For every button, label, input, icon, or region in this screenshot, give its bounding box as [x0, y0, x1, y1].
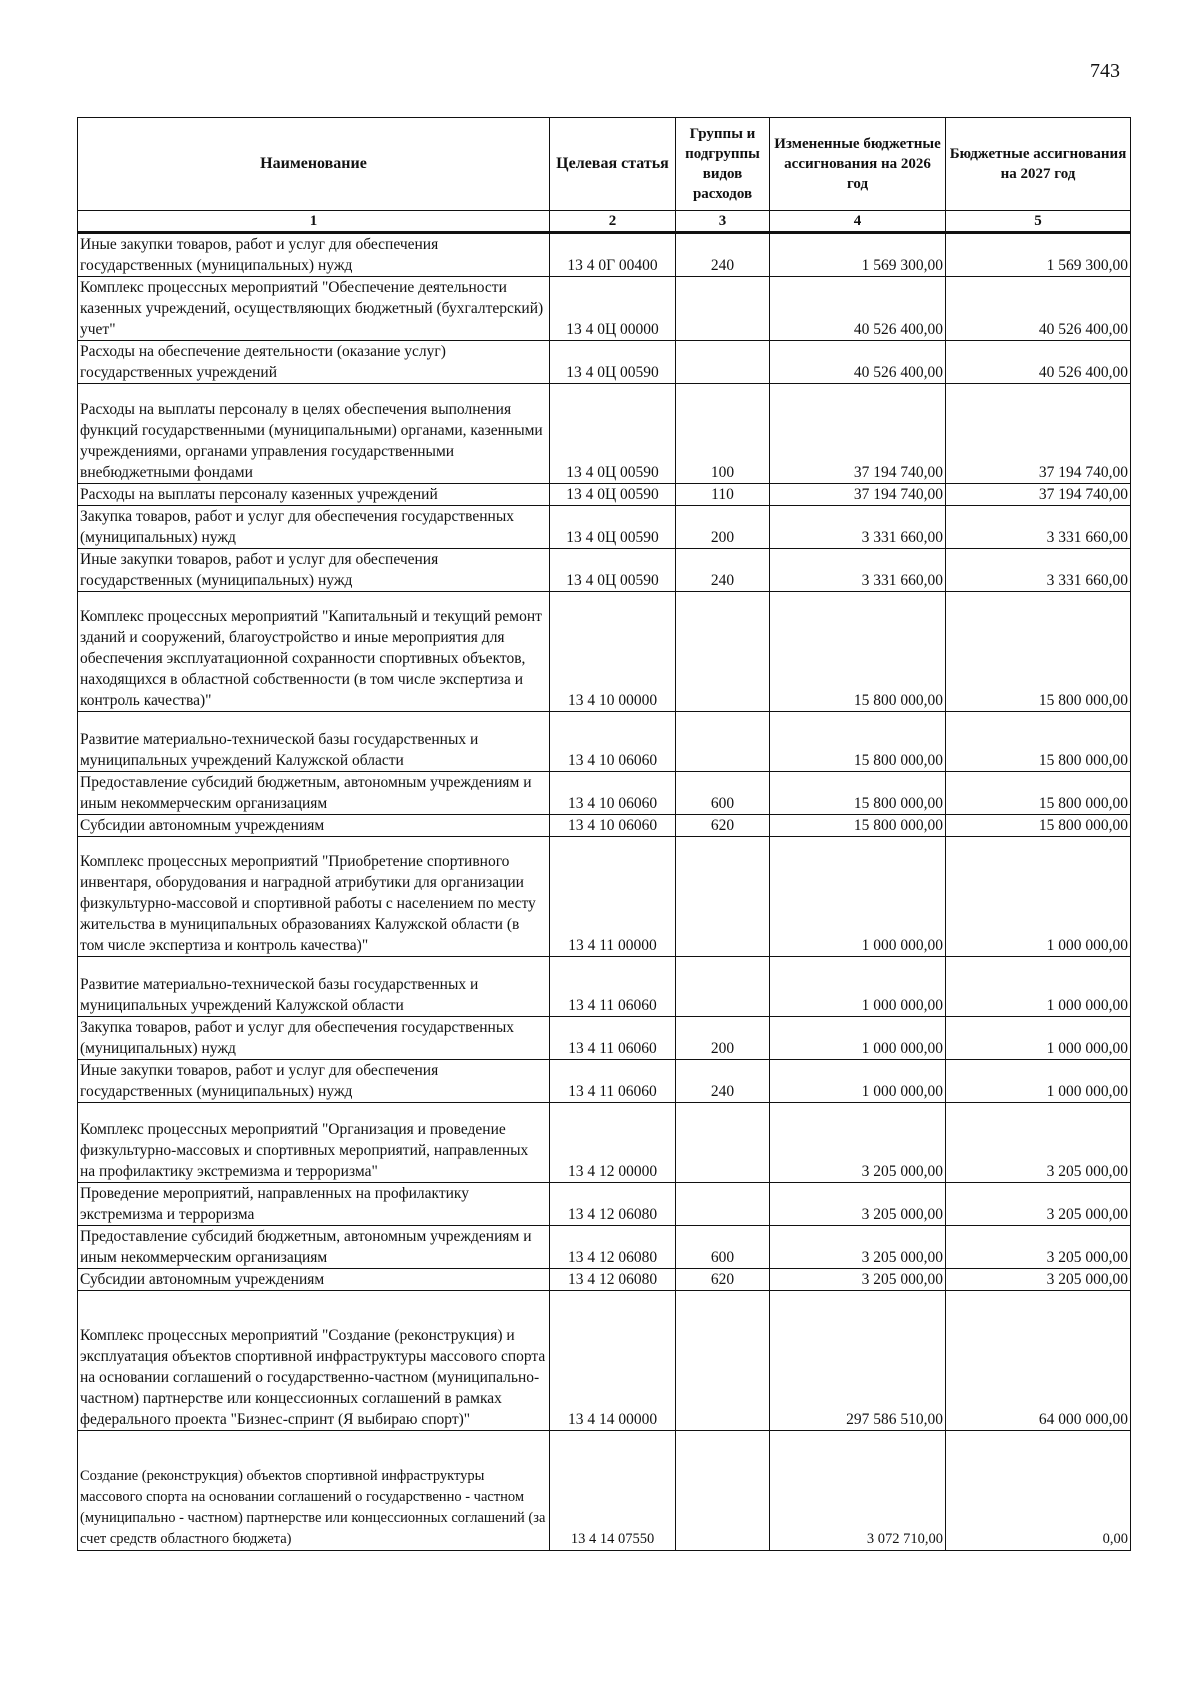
row-amount-2027 — [946, 484, 1131, 506]
row-expense-group — [676, 957, 770, 1017]
row-amount-2027-text: 37 194 740,00 — [1038, 486, 1128, 503]
row-amount-2026 — [770, 1431, 946, 1551]
row-target-article-text: 13 4 0Ц 00590 — [566, 464, 659, 481]
row-name — [78, 1291, 550, 1431]
header-target-article: Целевая статья — [550, 118, 676, 211]
row-amount-2027 — [946, 1431, 1131, 1551]
row-target-article-text: 13 4 0Ц 00590 — [566, 486, 659, 503]
table-header — [78, 118, 1131, 233]
row-expense-group — [676, 341, 770, 384]
row-amount-2027 — [946, 506, 1131, 549]
row-expense-group-text: 620 — [710, 1271, 735, 1288]
row-target-article-text: 13 4 14 07550 — [570, 1531, 655, 1547]
row-target-article — [550, 506, 676, 549]
table-row — [78, 484, 1131, 506]
row-target-article-text: 13 4 0Ц 00590 — [566, 529, 659, 546]
row-expense-group — [676, 1226, 770, 1269]
row-amount-2026 — [770, 772, 946, 815]
row-amount-2026-text: 3 331 660,00 — [861, 529, 943, 546]
row-name-text: Расходы на обеспечение деятельности (оказание услуг) государственных учреждений — [80, 343, 446, 381]
row-name — [78, 592, 550, 712]
row-target-article-text: 13 4 10 06060 — [567, 817, 658, 834]
row-name — [78, 484, 550, 506]
row-amount-2027 — [946, 957, 1131, 1017]
row-name-text: Расходы на выплаты персоналу в целях обеспечения выполнения функций государственными (муниципальными) органами, казенными учреждениями, органами управления государственными внебюджетными фондами — [80, 401, 543, 481]
row-amount-2026-text: 3 205 000,00 — [861, 1249, 943, 1266]
row-expense-group-text: 600 — [710, 1249, 735, 1266]
row-expense-group — [676, 1269, 770, 1291]
table-row — [78, 1060, 1131, 1103]
row-expense-group-text: 200 — [710, 1040, 735, 1057]
row-amount-2027 — [946, 1017, 1131, 1060]
row-expense-group — [676, 1431, 770, 1551]
row-target-article-text: 13 4 12 00000 — [567, 1163, 658, 1180]
row-name-text: Комплекс процессных мероприятий "Создание (реконструкция) и эксплуатация объектов спортивной инфраструктуры массового спорта на основании соглашений о государственно-частном (муниципально-частном) партнерстве или концессионных соглашений в рамках федерального проекта "Бизнес-спринт (Я выбираю спорт)" — [80, 1327, 546, 1428]
row-amount-2026 — [770, 1103, 946, 1183]
row-amount-2027-text: 3 331 660,00 — [1046, 572, 1128, 589]
row-name — [78, 341, 550, 384]
row-expense-group — [676, 233, 770, 277]
row-target-article — [550, 1291, 676, 1431]
row-target-article-text: 13 4 11 06060 — [568, 1040, 657, 1057]
row-name-text: Иные закупки товаров, работ и услуг для обеспечения государственных (муниципальных) нужд — [80, 236, 439, 274]
table-row — [78, 384, 1131, 484]
row-name — [78, 1060, 550, 1103]
row-expense-group-text: 240 — [710, 572, 735, 589]
row-expense-group — [676, 1103, 770, 1183]
row-name-text: Расходы на выплаты персоналу казенных учреждений — [80, 486, 438, 503]
row-name — [78, 506, 550, 549]
row-amount-2027-text: 15 800 000,00 — [1038, 817, 1128, 834]
row-amount-2027-text: 3 205 000,00 — [1046, 1163, 1128, 1180]
row-target-article — [550, 1103, 676, 1183]
row-amount-2026 — [770, 341, 946, 384]
table-row — [78, 277, 1131, 341]
table-row — [78, 1431, 1131, 1551]
row-amount-2027 — [946, 1183, 1131, 1226]
row-amount-2026-text: 37 194 740,00 — [853, 486, 943, 503]
row-amount-2026 — [770, 1291, 946, 1431]
row-name-text: Закупка товаров, работ и услуг для обеспечения государственных (муниципальных) нужд — [80, 1019, 515, 1057]
header-allocations-2027: Бюджетные ассигнования на 2027 год — [946, 118, 1131, 211]
row-amount-2026-text: 1 000 000,00 — [861, 997, 943, 1014]
row-amount-2026-text: 40 526 400,00 — [853, 321, 943, 338]
header-allocations-2026: Измененные бюджетные ассигнования на 2026 год — [770, 118, 946, 211]
row-expense-group-text: 110 — [711, 486, 734, 503]
row-target-article-text: 13 4 12 06080 — [567, 1206, 658, 1223]
row-target-article-text: 13 4 11 00000 — [568, 937, 657, 954]
row-amount-2027-text: 1 569 300,00 — [1046, 257, 1128, 274]
row-amount-2027-text: 3 205 000,00 — [1046, 1206, 1128, 1223]
row-name-text: Иные закупки товаров, работ и услуг для обеспечения государственных (муниципальных) нужд — [80, 1062, 439, 1100]
row-amount-2026 — [770, 1269, 946, 1291]
row-target-article — [550, 277, 676, 341]
row-amount-2026-text: 1 569 300,00 — [861, 257, 943, 274]
row-amount-2027 — [946, 837, 1131, 957]
row-amount-2027-text: 1 000 000,00 — [1046, 1040, 1128, 1057]
row-name-text: Комплекс процессных мероприятий "Приобретение спортивного инвентаря, оборудования и наградной атрибутики для организации физкультурно-массовой и спортивной работы с населением по месту жительства в муниципальных образованиях Калужской области (в том числе экспертиза и контроль качества)" — [80, 853, 536, 954]
row-target-article — [550, 1017, 676, 1060]
row-expense-group — [676, 506, 770, 549]
row-amount-2027 — [946, 549, 1131, 592]
row-name-text: Создание (реконструкция) объектов спортивной инфраструктуры массового спорта на основании соглашений о государственно - частном (муниципально - частном) партнерстве или концессионных соглашений (за счет средств областного бюджета) — [80, 1468, 546, 1547]
row-target-article — [550, 592, 676, 712]
row-expense-group-text: 240 — [710, 257, 735, 274]
row-amount-2026-text: 40 526 400,00 — [853, 364, 943, 381]
row-name-text: Проведение мероприятий, направленных на профилактику экстремизма и терроризма — [80, 1185, 469, 1223]
row-amount-2026 — [770, 1183, 946, 1226]
column-number-row — [78, 211, 1131, 233]
row-amount-2026-text: 15 800 000,00 — [853, 752, 943, 769]
row-target-article — [550, 1183, 676, 1226]
row-target-article-text: 13 4 0Г 00400 — [567, 257, 658, 274]
row-amount-2027 — [946, 384, 1131, 484]
table-row — [78, 592, 1131, 712]
row-amount-2026-text: 297 586 510,00 — [846, 1411, 943, 1428]
row-target-article — [550, 1269, 676, 1291]
row-amount-2027 — [946, 233, 1131, 277]
row-amount-2027-text: 15 800 000,00 — [1038, 692, 1128, 709]
column-number: 4 — [770, 211, 946, 233]
row-amount-2026 — [770, 233, 946, 277]
row-name-text: Закупка товаров, работ и услуг для обеспечения государственных (муниципальных) нужд — [80, 508, 515, 546]
row-amount-2026-text: 1 000 000,00 — [861, 1040, 943, 1057]
row-target-article — [550, 341, 676, 384]
row-amount-2026 — [770, 712, 946, 772]
row-name — [78, 815, 550, 837]
row-target-article-text: 13 4 12 06080 — [567, 1271, 658, 1288]
row-amount-2026 — [770, 277, 946, 341]
row-target-article — [550, 815, 676, 837]
row-amount-2026-text: 3 205 000,00 — [861, 1163, 943, 1180]
row-target-article — [550, 384, 676, 484]
row-amount-2026 — [770, 549, 946, 592]
row-amount-2027-text: 40 526 400,00 — [1038, 321, 1128, 338]
row-amount-2027-text: 64 000 000,00 — [1038, 1411, 1128, 1428]
row-expense-group — [676, 592, 770, 712]
row-amount-2026-text: 15 800 000,00 — [853, 692, 943, 709]
row-name — [78, 837, 550, 957]
row-amount-2026-text: 3 205 000,00 — [861, 1206, 943, 1223]
row-amount-2027-text: 3 331 660,00 — [1046, 529, 1128, 546]
row-expense-group — [676, 384, 770, 484]
row-expense-group — [676, 484, 770, 506]
header-expense-groups: Группы и подгруппы видов расходов — [676, 118, 770, 211]
table-row — [78, 549, 1131, 592]
row-amount-2027-text: 3 205 000,00 — [1046, 1249, 1128, 1266]
row-amount-2026-text: 3 331 660,00 — [861, 572, 943, 589]
row-name — [78, 712, 550, 772]
row-name-text: Субсидии автономным учреждениям — [80, 817, 325, 834]
row-amount-2027-text: 15 800 000,00 — [1038, 795, 1128, 812]
row-name — [78, 384, 550, 484]
row-expense-group-text: 620 — [710, 817, 735, 834]
row-amount-2026-text: 3 205 000,00 — [861, 1271, 943, 1288]
row-amount-2026 — [770, 592, 946, 712]
header-row — [78, 118, 1131, 211]
row-amount-2027-text: 37 194 740,00 — [1038, 464, 1128, 481]
table-row — [78, 1103, 1131, 1183]
row-amount-2026-text: 1 000 000,00 — [861, 937, 943, 954]
row-amount-2027 — [946, 1103, 1131, 1183]
table-row — [78, 1269, 1131, 1291]
row-name-text: Комплекс процессных мероприятий "Организация и проведение физкультурно-массовых и спортивных мероприятий, направленных на профилактику экстремизма и терроризма" — [80, 1121, 529, 1180]
row-target-article-text: 13 4 0Ц 00590 — [566, 572, 659, 589]
row-name — [78, 772, 550, 815]
row-name — [78, 1269, 550, 1291]
row-target-article — [550, 1431, 676, 1551]
row-name-text: Субсидии автономным учреждениям — [80, 1271, 325, 1288]
page-number: 743 — [1090, 60, 1120, 82]
row-expense-group — [676, 772, 770, 815]
row-name-text: Иные закупки товаров, работ и услуг для обеспечения государственных (муниципальных) нужд — [80, 551, 439, 589]
row-expense-group — [676, 815, 770, 837]
row-name — [78, 1431, 550, 1551]
row-target-article — [550, 1060, 676, 1103]
row-name-text: Предоставление субсидий бюджетным, автономным учреждениям и иным некоммерческим организациям — [80, 1228, 532, 1266]
row-target-article-text: 13 4 12 06080 — [567, 1249, 658, 1266]
row-target-article-text: 13 4 0Ц 00590 — [566, 364, 659, 381]
row-expense-group — [676, 1060, 770, 1103]
table-row — [78, 712, 1131, 772]
row-amount-2026 — [770, 384, 946, 484]
row-target-article — [550, 712, 676, 772]
row-name-text: Комплекс процессных мероприятий "Обеспечение деятельности казенных учреждений, осуществляющих бюджетный (бухгалтерский) учет" — [80, 279, 544, 338]
row-target-article — [550, 549, 676, 592]
row-target-article — [550, 837, 676, 957]
row-amount-2027 — [946, 341, 1131, 384]
row-expense-group — [676, 712, 770, 772]
row-name — [78, 1183, 550, 1226]
row-expense-group — [676, 1291, 770, 1431]
row-amount-2027-text: 0,00 — [1102, 1531, 1128, 1547]
row-expense-group-text: 240 — [710, 1083, 735, 1100]
table-row — [78, 506, 1131, 549]
table-row — [78, 341, 1131, 384]
table-row — [78, 233, 1131, 277]
row-amount-2027-text: 1 000 000,00 — [1046, 937, 1128, 954]
row-amount-2027 — [946, 772, 1131, 815]
row-amount-2027-text: 1 000 000,00 — [1046, 1083, 1128, 1100]
table-row — [78, 815, 1131, 837]
row-target-article-text: 13 4 0Ц 00000 — [566, 321, 659, 338]
table-row — [78, 1017, 1131, 1060]
row-amount-2026 — [770, 506, 946, 549]
row-amount-2026 — [770, 837, 946, 957]
row-name-text: Развитие материально-технической базы государственных и муниципальных учреждений Калужской области — [80, 731, 479, 769]
row-amount-2026-text: 15 800 000,00 — [853, 817, 943, 834]
row-amount-2027 — [946, 712, 1131, 772]
row-name — [78, 957, 550, 1017]
row-amount-2027 — [946, 1269, 1131, 1291]
row-amount-2027 — [946, 592, 1131, 712]
row-expense-group-text: 100 — [710, 464, 735, 481]
row-expense-group — [676, 549, 770, 592]
row-target-article-text: 13 4 11 06060 — [568, 997, 657, 1014]
row-amount-2026 — [770, 1060, 946, 1103]
row-name-text: Предоставление субсидий бюджетным, автономным учреждениям и иным некоммерческим организациям — [80, 774, 532, 812]
row-expense-group-text: 200 — [710, 529, 735, 546]
row-amount-2026-text: 1 000 000,00 — [861, 1083, 943, 1100]
row-name-text: Комплекс процессных мероприятий "Капитальный и текущий ремонт зданий и сооружений, благоустройство и иные мероприятия для обеспечения эксплуатационной сохранности спортивных объектов, находящихся в областной собственности (в том числе экспертиза и контроль качества)" — [80, 608, 542, 709]
table-row — [78, 957, 1131, 1017]
row-amount-2027-text: 1 000 000,00 — [1046, 997, 1128, 1014]
row-target-article-text: 13 4 10 06060 — [567, 795, 658, 812]
row-name — [78, 277, 550, 341]
table-body — [78, 233, 1131, 1551]
row-amount-2027 — [946, 815, 1131, 837]
row-expense-group-text: 600 — [710, 795, 735, 812]
row-name — [78, 1103, 550, 1183]
header-name: Наименование — [78, 118, 550, 211]
row-name — [78, 1226, 550, 1269]
row-amount-2026 — [770, 815, 946, 837]
row-expense-group — [676, 277, 770, 341]
row-amount-2026 — [770, 484, 946, 506]
row-expense-group — [676, 1183, 770, 1226]
row-amount-2027 — [946, 277, 1131, 341]
row-amount-2027 — [946, 1060, 1131, 1103]
row-name — [78, 1017, 550, 1060]
row-target-article — [550, 957, 676, 1017]
column-number: 2 — [550, 211, 676, 233]
row-target-article-text: 13 4 14 00000 — [567, 1411, 658, 1428]
table-row — [78, 1183, 1131, 1226]
row-amount-2026 — [770, 957, 946, 1017]
budget-table — [77, 117, 1131, 1551]
row-amount-2027 — [946, 1226, 1131, 1269]
row-name-text: Развитие материально-технической базы государственных и муниципальных учреждений Калужской области — [80, 976, 479, 1014]
column-number: 3 — [676, 211, 770, 233]
row-target-article-text: 13 4 11 06060 — [568, 1083, 657, 1100]
table-row — [78, 772, 1131, 815]
row-amount-2026-text: 3 072 710,00 — [866, 1531, 943, 1547]
row-amount-2026 — [770, 1226, 946, 1269]
row-target-article — [550, 484, 676, 506]
table-row — [78, 837, 1131, 957]
table-row — [78, 1226, 1131, 1269]
row-amount-2026-text: 37 194 740,00 — [853, 464, 943, 481]
row-amount-2027-text: 15 800 000,00 — [1038, 752, 1128, 769]
table-row — [78, 1291, 1131, 1431]
column-number: 1 — [78, 211, 550, 233]
row-name — [78, 233, 550, 277]
column-number: 5 — [946, 211, 1131, 233]
row-expense-group — [676, 1017, 770, 1060]
row-amount-2027-text: 40 526 400,00 — [1038, 364, 1128, 381]
row-target-article — [550, 1226, 676, 1269]
row-amount-2027-text: 3 205 000,00 — [1046, 1271, 1128, 1288]
row-target-article — [550, 233, 676, 277]
row-target-article-text: 13 4 10 00000 — [567, 692, 658, 709]
row-target-article — [550, 772, 676, 815]
row-target-article-text: 13 4 10 06060 — [567, 752, 658, 769]
row-amount-2027 — [946, 1291, 1131, 1431]
row-expense-group — [676, 837, 770, 957]
row-amount-2026 — [770, 1017, 946, 1060]
row-amount-2026-text: 15 800 000,00 — [853, 795, 943, 812]
row-name — [78, 549, 550, 592]
